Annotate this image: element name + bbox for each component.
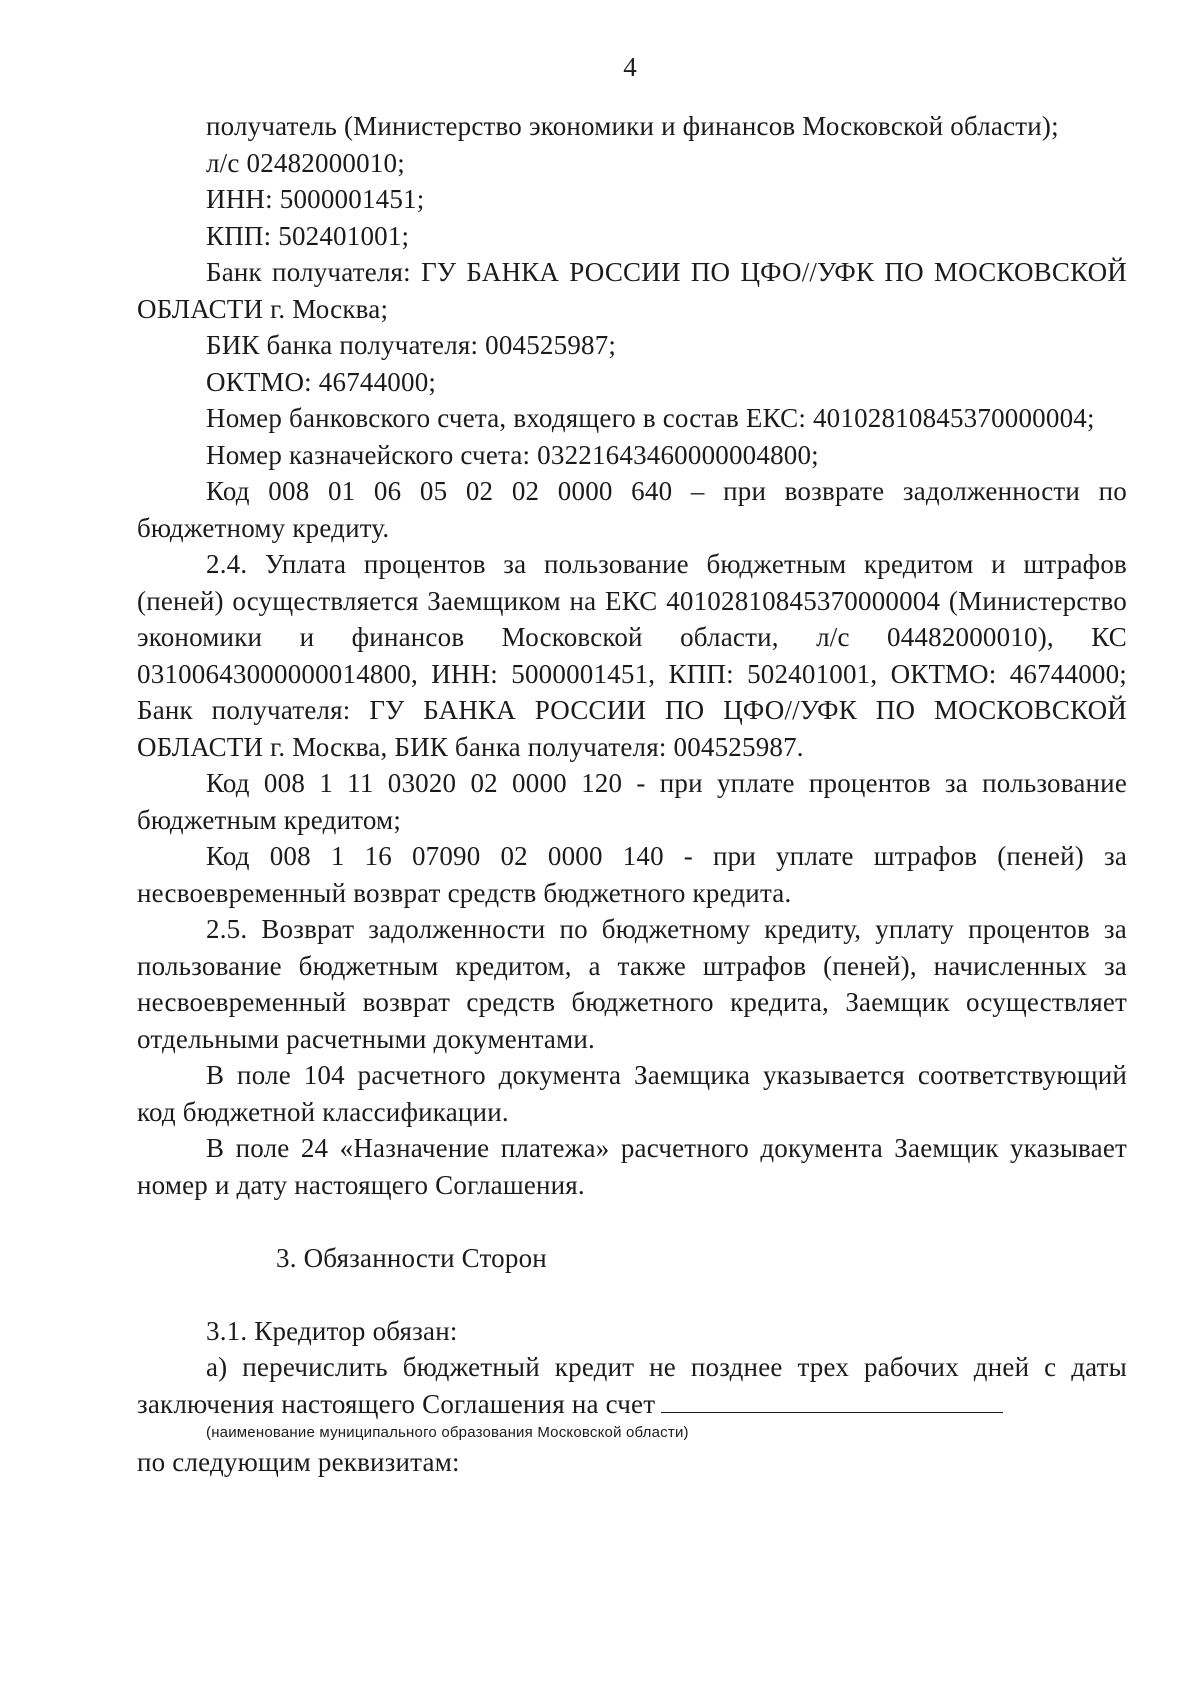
kpp-line: КПП: 502401001; <box>206 220 410 251</box>
inn-line: ИНН: 5000001451; <box>206 184 425 214</box>
oktmo-line: ОКТМО: 46744000; <box>206 366 437 397</box>
requisites-line: по следующим реквизитам: <box>137 1447 460 1477</box>
bik-line: БИК банка получателя: 004525987; <box>206 330 617 360</box>
eks-account-line: Номер банковского счета, входящего в состав ЕКС: 40102810845370000004; <box>206 403 1095 433</box>
spacer <box>137 1203 1127 1240</box>
section-3-title: 3. Обязанности Сторон <box>276 1242 547 1273</box>
treasury-account-line: Номер казначейского счета: 03221643460000004800; <box>206 439 819 470</box>
field-24-note: В поле 24 «Назначение платежа» расчетного документа Заемщик указывает номер и дату настоящего Соглашения. <box>137 1133 1127 1200</box>
recipient-line: получатель (Министерство экономики и финансов Московской области); <box>206 111 1059 141</box>
page-number: 4 <box>623 52 637 82</box>
clause-2-4: 2.4. Уплата процентов за пользование бюджетным кредитом и штрафов (пеней) осуществляется Заемщиком на ЕКС 40102810845370000004 (Министерство экономики и финансов Московской области, л/с 04482000010), КС 03100643000000014800, ИНН: 5000001451, КПП: 502401001, ОКТМО: 46744000; Банк получателя: ГУ БАНКА РОССИИ ПО ЦФО//УФК ПО МОСКОВСКОЙ ОБЛАСТИ г. Москва, БИК банка получателя: 004525987. <box>137 549 1127 762</box>
clause-3-1-a-text: а) перечислить бюджетный кредит не позднее трех рабочих дней с даты заключения настоящего Соглашения на счет <box>137 1352 1127 1419</box>
fines-code-line: Код 008 1 16 07090 02 0000 140 - при уплате штрафов (пеней) за несвоевременный возврат средств бюджетного кредита. <box>137 841 1127 908</box>
clause-3-1-a <box>137 1349 1127 1422</box>
return-code-line: Код 008 01 06 05 02 02 0000 640 – при возврате задолженности по бюджетному кредиту. <box>137 476 1127 543</box>
document-body <box>137 108 1127 1481</box>
spacer <box>137 1276 1127 1313</box>
blank-fill-line <box>661 1390 1003 1413</box>
personal-account-line: л/с 02482000010; <box>206 147 405 178</box>
recipient-bank-line: Банк получателя: ГУ БАНКА РОССИИ ПО ЦФО//УФК ПО МОСКОВСКОЙ ОБЛАСТИ г. Москва; <box>137 257 1127 324</box>
clause-3-1: 3.1. Кредитор обязан: <box>206 1315 458 1346</box>
clause-2-5: 2.5. Возврат задолженности по бюджетному кредиту, уплату процентов за пользование бюджетным кредитом, а также штрафов (пеней), начисленных за несвоевременный возврат средств бюджетного кредита, Заемщик осуществляет отдельными расчетными документами. <box>137 914 1127 1054</box>
field-104-note: В поле 104 расчетного документа Заемщика указывается соответствующий код бюджетной классификации. <box>137 1060 1127 1127</box>
interest-code-line: Код 008 1 11 03020 02 0000 120 - при уплате процентов за пользование бюджетным кредитом; <box>137 768 1127 835</box>
blank-caption: (наименование муниципального образования Московской области) <box>206 1424 689 1441</box>
